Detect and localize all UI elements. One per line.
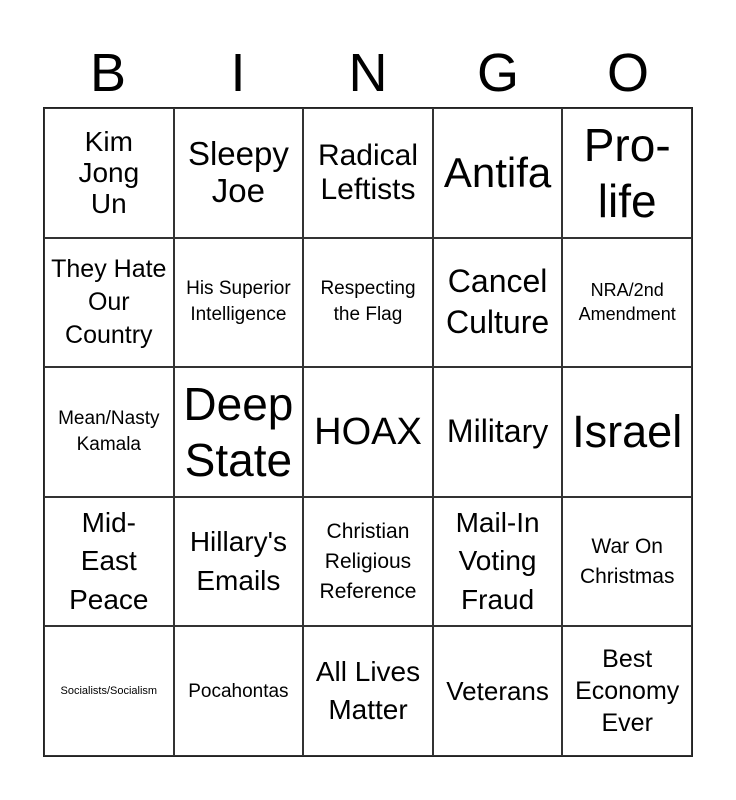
bingo-cell[interactable] [303,108,433,238]
bingo-cell[interactable] [44,626,174,756]
bingo-cell[interactable] [562,238,692,368]
cell-text: Sleepy Joe [187,134,289,209]
bingo-cell[interactable] [562,626,692,756]
bingo-cell[interactable] [433,626,563,756]
bingo-cell[interactable] [433,367,563,497]
header-letter-b: B [89,43,127,103]
header-letter-o: O [606,43,649,103]
header-letter-n: N [348,43,388,103]
cell-text: Veterans [446,675,549,706]
cell-text: Hillary's Emails [189,525,287,596]
cell-text: Best Economy Ever [575,645,680,738]
bingo-cell[interactable] [174,108,304,238]
bingo-cell[interactable] [562,367,692,497]
bingo-header [43,42,693,104]
bingo-cell[interactable] [44,497,174,627]
bingo-cell[interactable] [433,108,563,238]
cell-text: NRA/2nd Amendment [578,280,676,325]
bingo-cell[interactable] [174,238,304,368]
bingo-cell[interactable] [174,626,304,756]
cell-text: His Superior Intelligence [186,278,291,326]
cell-text: Israel [572,405,683,457]
cell-text: Antifa [443,149,552,197]
cell-text: Christian Religious Reference [319,519,417,603]
cell-text: Mail-In Voting Fraud [455,506,540,615]
bingo-cell[interactable] [44,238,174,368]
cell-text: Socialists/Socialism [60,685,158,698]
bingo-cell[interactable] [562,497,692,627]
cell-text: Cancel Culture [446,262,550,341]
bingo-cell[interactable] [303,626,433,756]
bingo-cell[interactable] [562,108,692,238]
bingo-cell[interactable] [44,367,174,497]
bingo-cell[interactable] [433,497,563,627]
header-letter-g: G [476,43,519,103]
cell-text: Deep State [183,377,294,486]
cell-text: Pocahontas [188,680,289,702]
bingo-cell[interactable] [174,497,304,627]
bingo-cell[interactable] [303,238,433,368]
header-letter-i: I [230,43,246,103]
bingo-cell[interactable] [44,108,174,238]
bingo-cell[interactable] [303,497,433,627]
cell-text: They Hate Our Country [51,254,167,349]
bingo-cell[interactable] [174,367,304,497]
bingo-cell[interactable] [433,238,563,368]
cell-text: Respecting the Flag [320,278,416,326]
bingo-board [43,107,693,757]
cell-text: All Lives Matter [315,655,421,726]
cell-text: HOAX [314,410,422,453]
cell-text: War On Christmas [579,534,675,588]
bingo-cell[interactable] [303,367,433,497]
cell-text: Mid-East Peace [69,506,149,615]
cell-text: Pro-life [583,118,671,227]
cell-text: Radical Leftists [317,139,419,206]
cell-text: Kim Jong Un [78,125,140,220]
cell-text: Military [446,413,549,450]
cell-text: Mean/Nasty Kamala [58,408,160,455]
